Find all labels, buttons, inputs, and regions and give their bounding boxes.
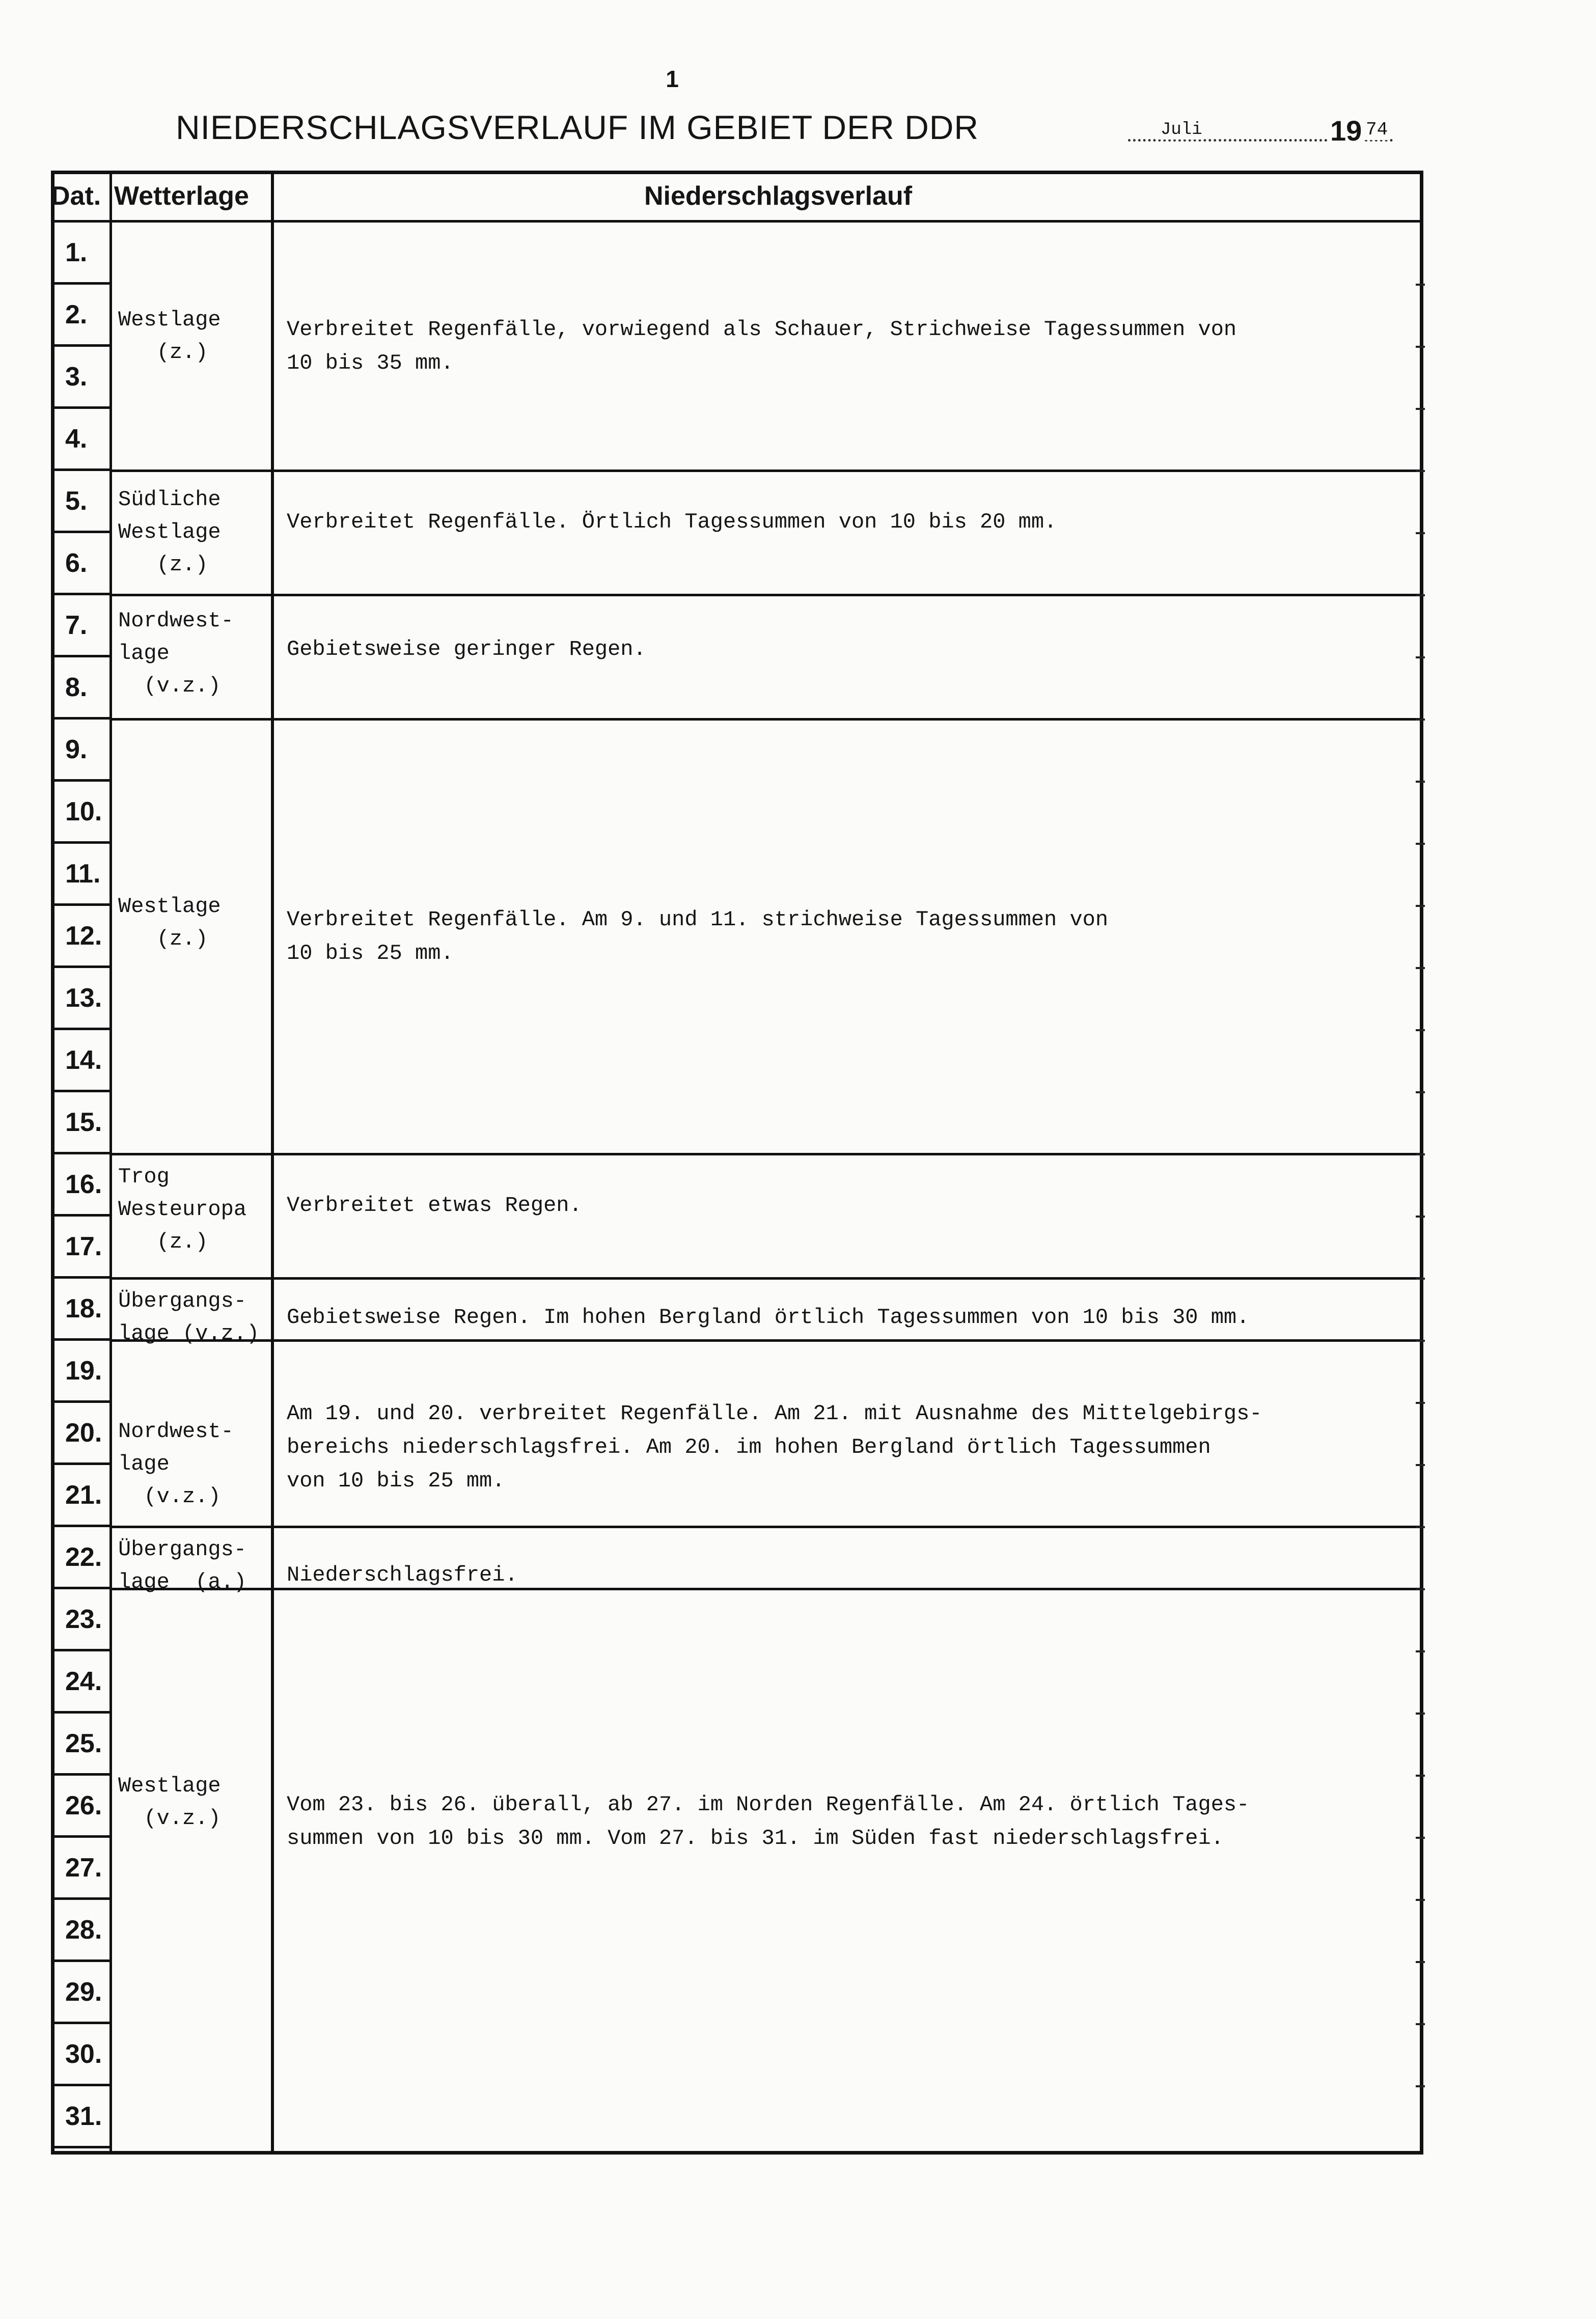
period-divider: [109, 1526, 1423, 1528]
day-cell: 4.: [51, 409, 112, 471]
day-cell: 30.: [51, 2024, 112, 2086]
day-cell: 19.: [51, 1341, 112, 1403]
row-tick-mark: [1416, 284, 1425, 286]
weather-type-text: Nordwest- lage (v.z.): [118, 1419, 234, 1509]
day-cell: 2.: [51, 285, 112, 347]
period-divider: [109, 718, 1423, 721]
weather-type-text: Trog Westeuropa (z.): [118, 1165, 247, 1255]
row-tick-mark: [1416, 1402, 1425, 1404]
row-tick-mark: [1416, 1775, 1425, 1777]
day-cell: 22.: [51, 1527, 112, 1589]
day-cell: 27.: [51, 1838, 112, 1900]
header-weather: Wetterlage: [114, 181, 249, 211]
day-cell: 14.: [51, 1030, 112, 1092]
precipitation-text: Am 19. und 20. verbreitet Regenfälle. Am 21. mit Ausnahme des Mittelgebirgs- bereichs niederschlagsfrei. Am 20. im hohen Bergland örtlich Tagessummen von 10 bis 25 mm.: [287, 1401, 1262, 1493]
day-cell: 5.: [51, 471, 112, 533]
precipitation-text: Verbreitet Regenfälle. Örtlich Tagessummen von 10 bis 20 mm.: [287, 510, 1057, 535]
row-tick-mark: [1416, 1464, 1425, 1466]
row-tick-mark: [1416, 1029, 1425, 1031]
row-tick-mark: [1416, 408, 1425, 410]
day-cell: 20.: [51, 1403, 112, 1465]
weather-type-text: Südliche Westlage (z.): [118, 487, 221, 577]
day-cell: 16.: [51, 1154, 112, 1217]
row-tick-mark: [1416, 1340, 1425, 1342]
date-line: [1128, 116, 1393, 147]
day-cell: 25.: [51, 1714, 112, 1776]
row-tick-mark: [1416, 1713, 1425, 1715]
row-tick-mark: [1416, 905, 1425, 907]
day-cell: 9.: [51, 720, 112, 782]
period-divider: [109, 594, 1423, 596]
day-cell: 15.: [51, 1092, 112, 1154]
page-title: NIEDERSCHLAGSVERLAUF IM GEBIET DER DDR: [176, 108, 979, 146]
day-cell: 24.: [51, 1651, 112, 1714]
table-border-bottom: [51, 2151, 1423, 2155]
precipitation-text: Gebietsweise Regen. Im hohen Bergland örtlich Tagessummen von 10 bis 30 mm.: [287, 1305, 1250, 1330]
row-tick-mark: [1416, 1216, 1425, 1218]
row-tick-mark: [1416, 843, 1425, 845]
row-tick-mark: [1416, 1588, 1425, 1590]
day-cell: 1.: [51, 223, 112, 285]
column-divider-weather: [271, 171, 274, 2155]
row-tick-mark: [1416, 532, 1425, 534]
weather-type-text: Westlage (v.z.): [118, 1773, 221, 1831]
precipitation-text: Vom 23. bis 26. überall, ab 27. im Norden Regenfälle. Am 24. örtlich Tages- summen von 10 bis 30 mm. Vom 27. bis 31. im Süden fast niederschlagsfrei.: [287, 1792, 1250, 1851]
row-tick-mark: [1416, 2085, 1425, 2087]
header-precipitation: Niederschlagsverlauf: [644, 181, 913, 211]
row-tick-mark: [1416, 1091, 1425, 1093]
day-cell: 26.: [51, 1776, 112, 1838]
row-tick-mark: [1416, 781, 1425, 783]
weather-type-text: Westlage (z.): [118, 894, 221, 952]
day-cell: 21.: [51, 1465, 112, 1527]
date-century: 19: [1330, 115, 1362, 147]
day-cell: 29.: [51, 1962, 112, 2024]
table-border-top: [51, 171, 1423, 174]
row-tick-mark: [1416, 1278, 1425, 1280]
row-tick-mark: [1416, 656, 1425, 658]
row-tick-mark: [1416, 1650, 1425, 1652]
weather-type-text: Westlage (z.): [118, 307, 221, 365]
date-year: 74: [1366, 119, 1388, 140]
day-cell: 6.: [51, 533, 112, 595]
header-day: Dat.: [51, 181, 101, 211]
period-divider: [109, 1339, 1423, 1342]
day-cell: 3.: [51, 347, 112, 409]
precipitation-text: Niederschlagsfrei.: [287, 1563, 518, 1587]
precipitation-text: Verbreitet Regenfälle, vorwiegend als Schauer, Strichweise Tagessummen von 10 bis 35 mm.: [287, 317, 1237, 375]
period-divider: [109, 1277, 1423, 1280]
header-divider: [51, 220, 1423, 223]
date-month: Juli: [1159, 120, 1204, 140]
row-tick-mark: [1416, 346, 1425, 348]
weather-type-text: Nordwest- lage (v.z.): [118, 609, 234, 699]
row-tick-mark: [1416, 1961, 1425, 1963]
row-tick-mark: [1416, 719, 1425, 721]
row-tick-mark: [1416, 1899, 1425, 1901]
row-tick-mark: [1416, 594, 1425, 596]
table-border-right: [1420, 171, 1423, 2155]
day-cell: 11.: [51, 844, 112, 906]
precipitation-text: Verbreitet etwas Regen.: [287, 1193, 582, 1218]
day-cell: 17.: [51, 1217, 112, 1279]
period-divider: [109, 1153, 1423, 1155]
row-tick-mark: [1416, 1526, 1425, 1528]
row-tick-mark: [1416, 967, 1425, 969]
period-divider: [109, 470, 1423, 472]
day-cell: 7.: [51, 595, 112, 657]
day-cell: 31.: [51, 2086, 112, 2148]
day-cell: 13.: [51, 968, 112, 1030]
day-cell: 8.: [51, 657, 112, 720]
weather-type-text: Übergangs- lage (v.z.): [118, 1289, 260, 1346]
row-tick-mark: [1416, 1837, 1425, 1839]
row-tick-mark: [1416, 2023, 1425, 2025]
precipitation-text: Gebietsweise geringer Regen.: [287, 637, 646, 662]
day-cell: 28.: [51, 1900, 112, 1962]
day-cell: 18.: [51, 1279, 112, 1341]
day-cell: 12.: [51, 906, 112, 968]
weather-type-text: Übergangs- lage (a.): [118, 1537, 247, 1595]
row-tick-mark: [1416, 1153, 1425, 1155]
day-cell: 10.: [51, 782, 112, 844]
day-cell: 23.: [51, 1589, 112, 1651]
row-tick-mark: [1416, 470, 1425, 472]
precipitation-table: [51, 171, 1423, 2155]
page-number: 1: [666, 66, 679, 92]
precipitation-text: Verbreitet Regenfälle. Am 9. und 11. strichweise Tagessummen von 10 bis 25 mm.: [287, 907, 1109, 965]
